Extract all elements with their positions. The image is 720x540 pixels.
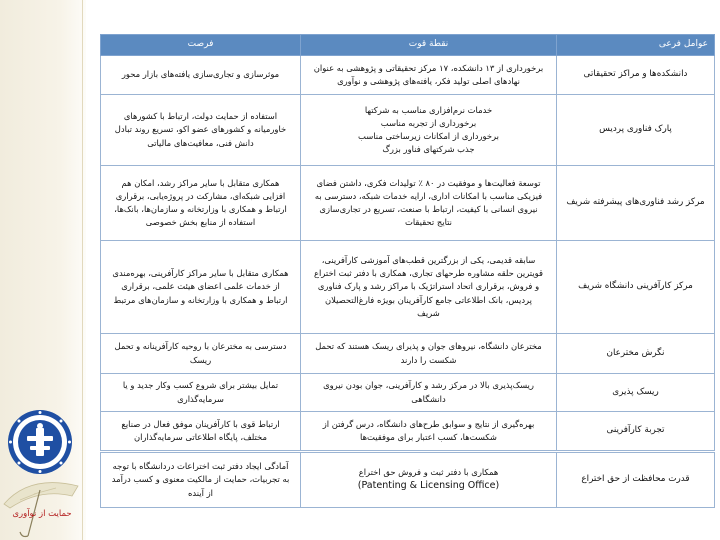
opportunity-line: خاورمیانه و کشورهای عضو اکو، تسریع روند تبادل <box>114 124 287 135</box>
strength-cell <box>301 452 557 508</box>
table-row <box>101 95 715 166</box>
opportunity-cell <box>101 374 301 412</box>
table-row <box>101 452 715 508</box>
opportunity-line: ارتباط و همکاری با وزارتخانه و سازمان‌های مرتبط <box>113 294 288 305</box>
table-row <box>101 374 715 412</box>
factor-cell: مرکز کارآفرینی دانشگاه شریف <box>557 241 715 334</box>
strength-line: نیروی انسانی با کیفیت، ارتباط با صنعت، تسریع در تجاری‌سازی <box>319 204 538 214</box>
header-opportunity: فرصت <box>101 35 301 56</box>
header-factor: عوامل فرعی <box>557 35 715 56</box>
strength-line: سابقه قدیمی، یکی از بزرگترین قطب‌های آموزشی کارآفرینی، <box>321 255 536 266</box>
strength-line: برخورداری از امکانات زیرساختی مناسب <box>358 131 499 141</box>
opportunity-cell <box>101 412 301 452</box>
strength-line: شکست‌ها، کسب اعتبار برای موفقیت‌ها <box>360 432 497 442</box>
strength-line: برخورداری از تجربه مناسب <box>380 117 477 128</box>
table-header-row <box>101 35 715 56</box>
strength-cell <box>301 241 557 334</box>
opportunity-line: افزایی شبکه‌ای، مشارکت در پروژه‌یابی، برقراری <box>115 190 286 201</box>
strength-line: قویترین حلقه مشاوره طرحهای تجاری، همکاری با دفتر ثبت اختراع <box>313 268 544 279</box>
strength-line: ریسک‌پذیری بالا در مرکز رشد و کارآفرینی، جوان بودن نیروی <box>323 380 534 391</box>
strength-cell <box>301 374 557 412</box>
factor-cell: مرکز رشد فناوری‌های پیشرفته شریف <box>557 166 715 241</box>
opportunity-line: استفاده از حمایت دولت، ارتباط با کشورهای <box>123 111 278 122</box>
opportunity-line: همکاری متقابل با سایر مراکز رشد، امکان هم <box>121 177 280 188</box>
opportunity-cell <box>101 452 301 508</box>
strength-line: و فروش، برقراری اتحاد استراتژیک با مراکز رشد و پارک فناوری <box>317 281 540 292</box>
opportunity-cell <box>101 95 301 166</box>
table-row <box>101 241 715 334</box>
tagline-text: حمایت از نوآوری <box>12 509 72 519</box>
strength-line: مخترعان دانشگاه، نیروهای جوان و پذیرای ریسک هستند که تحمل <box>315 341 542 352</box>
strength-line: توسعة فعالیت‌ها و موفقیت در ۸۰ ٪ تولیدات فکری، داشتن فضای <box>316 177 541 188</box>
factor-cell: ریسک پذیری <box>557 374 715 412</box>
opportunity-line: تمایل بیشتر برای شروع کسب وکار جدید و یا <box>122 380 279 391</box>
strength-line: پردیس، بانک اطلاعاتی جامع کارآفرینان بویژه فارغ‌التحصیلان <box>324 294 533 305</box>
factor-cell: دانشکده‌ها و مراکز تحقیقاتی <box>557 56 715 95</box>
strength-line: بهره‌گیری از نتایج و سوابق طرح‌های دانشگاه، درس گرفتن از <box>322 418 535 429</box>
opportunity-line: موثرسازی و تجاری‌سازی یافته‌های بازار محور <box>121 69 280 80</box>
table-row <box>101 166 715 241</box>
opportunity-line: دسترسی به مخترعان با روحیه کارآفرینانه و تحمل <box>114 341 287 352</box>
strength-line: فیزیکی مناسب با امکانات اداری، ارایه خدمات شبکه، دسترسی به <box>314 190 543 201</box>
opportunity-line: استفاده از منابع بخش خصوصی <box>145 217 256 228</box>
strength-line-english: (Patenting & Licensing Office) <box>357 480 500 492</box>
opportunity-line: از خدمات علمی اعضای هیئت علمی، برقراری <box>121 281 280 292</box>
strength-cell <box>301 166 557 241</box>
university-logo <box>6 408 74 476</box>
opportunity-line: به تجربیات، حمایت از مالکیت معنوی و کسب درآمد <box>111 474 290 485</box>
opportunity-line: همکاری متقابل با سایر مراکز کارآفرینی، بهره‌مندی <box>112 268 289 279</box>
strength-line: خدمات نرم‌افزاری مناسب به شرکتها <box>364 104 493 115</box>
factor-cell: نگرش مخترعان <box>557 334 715 374</box>
strength-line: نهادهای اصلی تولید فکر، یافته‌های پژوهشی و نوآوری <box>337 76 520 86</box>
opportunity-cell <box>101 166 301 241</box>
strength-cell <box>301 412 557 452</box>
opportunity-line: سرمایه‌گذاری <box>177 393 224 404</box>
strength-line: نتایج تحقیقات <box>405 217 452 228</box>
table-row <box>101 412 715 452</box>
opportunity-line: ارتباط قوی با کارآفرینان موفق فعال در صنایع <box>121 418 280 429</box>
opportunity-line: آمادگی ایجاد دفتر ثبت اختراعات دردانشگاه با توجه <box>112 461 289 472</box>
opportunity-line: از آینده <box>187 487 213 498</box>
strength-line: برخورداری از ۱۳ دانشکده، ۱۷ مرکز تحقیقاتی و پژوهشی به عنوان <box>313 62 544 73</box>
umbrella-icon <box>0 470 82 540</box>
table-row <box>101 334 715 374</box>
strength-cell <box>301 95 557 166</box>
factor-cell: پارک فناوری پردیس <box>557 95 715 166</box>
strength-line: دانشگاهی <box>411 393 446 404</box>
header-strength: نقطة قوت <box>301 35 557 56</box>
strength-cell <box>301 56 557 95</box>
opportunity-line: ریسک <box>189 354 212 365</box>
opportunity-cell <box>101 56 301 95</box>
strength-line: همکاری با دفتر ثبت و فروش حق اختراع <box>358 467 499 478</box>
strength-line: جذب شرکتهای فناور بزرگ <box>382 144 475 155</box>
strength-line: شکست را دارند <box>400 354 457 365</box>
strength-cell <box>301 334 557 374</box>
strength-line: شریف <box>417 307 440 318</box>
opportunity-line: مختلف، پایگاه اطلاعاتی سرمایه‌گذاران <box>134 432 267 442</box>
opportunity-cell <box>101 334 301 374</box>
decorative-line <box>82 0 83 540</box>
factor-cell: تجربة کارآفرینی <box>557 412 715 452</box>
opportunity-line: ارتباط و همکاری با وزارتخانه و سازمان‌ها، بانک‌ها، <box>114 204 287 214</box>
opportunity-line: دانش فنی، معافیت‌های مالیاتی <box>147 137 254 148</box>
opportunity-cell <box>101 241 301 334</box>
table-row <box>101 56 715 95</box>
factors-table <box>100 34 715 508</box>
factor-cell: قدرت محافظت از حق اختراع <box>557 452 715 508</box>
